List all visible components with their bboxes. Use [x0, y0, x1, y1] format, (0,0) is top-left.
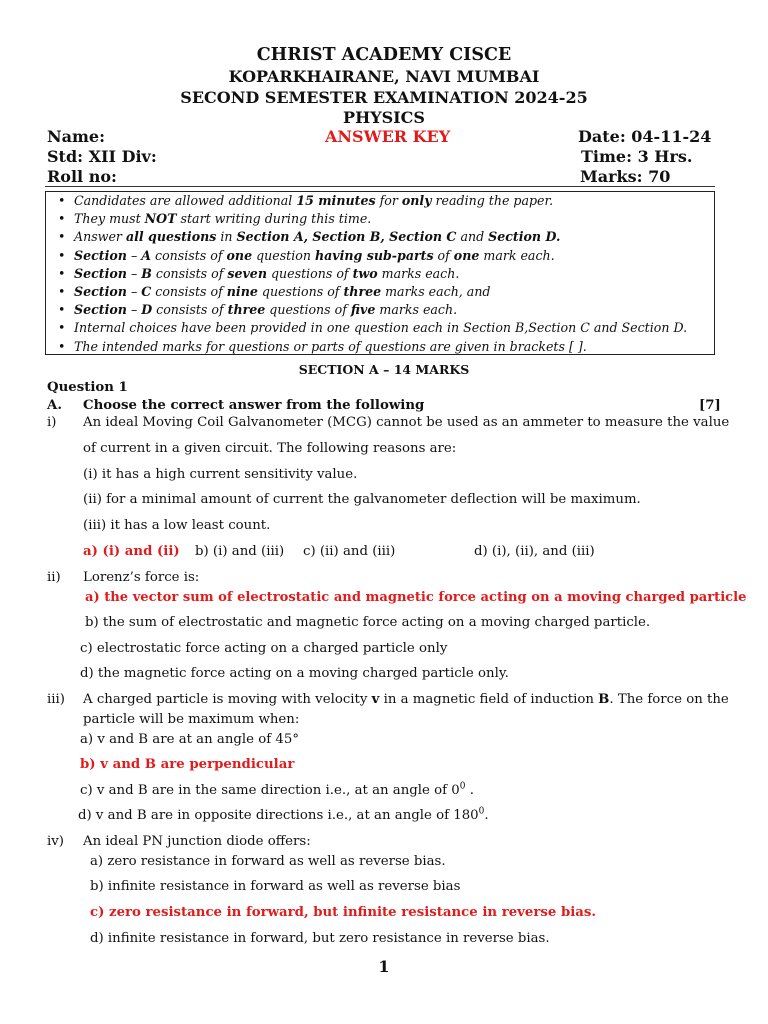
q-iii-option-d-end: . — [484, 808, 489, 823]
instructions-list — [58, 192, 687, 356]
instruction-text: only — [401, 193, 432, 208]
std-div-label: Std: XII Div: — [47, 147, 157, 166]
instruction-item — [58, 228, 687, 246]
instruction-text: questions of — [266, 265, 353, 281]
instruction-text: Internal choices have been provided in one question each in Section B,Section C and Section D. — [74, 320, 688, 336]
instruction-text: questions of — [265, 302, 351, 318]
section-a-title: SECTION A – 14 MARKS — [298, 362, 470, 377]
q-iii-option-d — [78, 807, 489, 824]
instructions-box — [45, 191, 715, 355]
instruction-text: Section — [74, 265, 127, 281]
q-iv-answer: c) zero resistance in forward, but infinite resistance in reverse bias. — [90, 905, 597, 920]
name-label: Name: — [47, 127, 106, 146]
q-i-reason-2: (ii) for a minimal amount of current the galvanometer deflection will be maximum. — [83, 492, 641, 507]
instruction-text: marks each, and — [381, 283, 491, 299]
q-iii-stem-part: . The force on the — [609, 692, 729, 707]
instruction-text: start writing during this time. — [176, 211, 372, 227]
instruction-text: Answer — [74, 229, 126, 245]
instruction-text: Section — [74, 283, 127, 299]
instruction-text: questions of — [257, 283, 344, 299]
instruction-text: for — [375, 193, 402, 208]
q-i-option-d: d) (i), (ii), and (iii) — [474, 544, 595, 559]
instruction-text: consists of — [151, 265, 228, 281]
instruction-text: A — [141, 247, 152, 263]
instruction-text: one — [453, 247, 480, 263]
instruction-text: in — [216, 229, 237, 245]
instruction-text: five — [350, 302, 376, 318]
q-iii-option-a: a) v and B are at an angle of 45° — [80, 732, 299, 747]
instruction-text: seven — [227, 265, 267, 281]
instruction-text: 15 minutes — [296, 193, 376, 208]
q-iv-stem: An ideal PN junction diode offers: — [83, 834, 311, 849]
instruction-text: Section D. — [488, 229, 561, 245]
q-iii-number: iii) — [47, 692, 65, 707]
q-ii-stem: Lorenz’s force is: — [83, 570, 200, 585]
subject-title: PHYSICS — [343, 108, 425, 127]
instruction-text: marks each. — [375, 302, 458, 318]
instruction-text: three — [343, 283, 382, 299]
q-iii-stem-part: A charged particle is moving with velocity — [83, 692, 372, 707]
question-1-label: Question 1 — [47, 380, 128, 395]
q-iv-option-b: b) infinite resistance in forward as well as reverse bias — [90, 879, 461, 894]
q-ii-option-b: b) the sum of electrostatic and magnetic force acting on a moving charged particle. — [85, 615, 651, 630]
instruction-text: one — [226, 247, 253, 263]
instruction-item — [58, 301, 687, 319]
q-iv-option-d: d) infinite resistance in forward, but zero resistance in reverse bias. — [90, 931, 550, 946]
q-iii-stem-line1 — [83, 691, 729, 708]
exam-time: Time: 3 Hrs. — [581, 147, 693, 166]
q-ii-number: ii) — [47, 570, 61, 585]
instruction-text: marks each. — [377, 265, 460, 281]
instruction-text: – — [126, 302, 142, 318]
part-a-label: A. — [47, 398, 62, 413]
q-i-answer: a) (i) and (ii) — [83, 544, 180, 559]
q-iii-field-symbol: B — [598, 692, 610, 707]
instruction-text: – — [126, 283, 142, 299]
instruction-text: and — [456, 229, 489, 245]
instruction-text: B — [141, 265, 152, 281]
q-i-option-b: b) (i) and (iii) — [195, 544, 285, 559]
degree-superscript: 0 — [459, 781, 466, 792]
instruction-text: Section — [74, 302, 127, 318]
instruction-text: consists of — [151, 283, 227, 299]
instruction-text: They must — [74, 211, 145, 227]
q-iii-option-c — [80, 782, 474, 799]
instruction-item — [58, 247, 687, 265]
instruction-text: of — [433, 247, 454, 263]
instruction-item — [58, 283, 687, 301]
instruction-text: – — [126, 247, 142, 263]
exam-date: Date: 04-11-24 — [578, 127, 712, 146]
q-ii-option-c: c) electrostatic force acting on a charged particle only — [80, 641, 448, 656]
instruction-text: reading the paper. — [431, 193, 554, 208]
header-rule — [45, 186, 715, 187]
total-marks: Marks: 70 — [580, 167, 671, 186]
q-iii-option-d-text: d) v and B are in opposite directions i.e., at an angle of 180 — [78, 808, 479, 823]
q-iii-velocity-symbol: v — [371, 692, 380, 707]
q-iv-number: iv) — [47, 834, 64, 849]
school-location: KOPARKHAIRANE, NAVI MUMBAI — [228, 67, 540, 86]
instruction-item — [58, 192, 687, 210]
instruction-text: mark each. — [479, 247, 555, 263]
q-iv-option-a: a) zero resistance in forward as well as reverse bias. — [90, 854, 446, 869]
q-i-stem-line1: An ideal Moving Coil Galvanometer (MCG) cannot be used as an ammeter to measure the value — [83, 415, 730, 430]
instruction-item — [58, 265, 687, 283]
instruction-text: Candidates are allowed additional — [74, 193, 297, 208]
q-ii-option-d: d) the magnetic force acting on a moving charged particle only. — [80, 666, 509, 681]
instruction-text: question — [252, 247, 315, 263]
q-i-stem-line2: of current in a given circuit. The following reasons are: — [83, 441, 457, 456]
instruction-text: – — [126, 265, 142, 281]
answer-key-label: ANSWER KEY — [325, 127, 451, 146]
q-iii-stem-line2: particle will be maximum when: — [83, 712, 300, 727]
instruction-text: having sub-parts — [314, 247, 434, 263]
q-iii-stem-part: in a magnetic field of induction — [379, 692, 599, 707]
instruction-text: nine — [226, 283, 258, 299]
instruction-text: D — [141, 302, 153, 318]
instruction-item — [58, 210, 687, 228]
instruction-text: consists of — [151, 247, 227, 263]
q-ii-answer: a) the vector sum of electrostatic and magnetic force acting on a moving charged particle — [85, 590, 747, 605]
q-i-reason-1: (i) it has a high current sensitivity value. — [83, 467, 358, 482]
page-number: 1 — [378, 957, 390, 976]
q-iii-answer: b) v and B are perpendicular — [80, 757, 295, 772]
instruction-text: three — [227, 302, 266, 318]
q-iii-option-c-text: c) v and B are in the same direction i.e., at an angle of 0 — [80, 783, 460, 798]
part-a-marks: [7] — [699, 398, 721, 413]
roll-no-label: Roll no: — [47, 167, 117, 186]
q-i-option-c: c) (ii) and (iii) — [303, 544, 396, 559]
school-name: CHRIST ACADEMY CISCE — [256, 45, 512, 65]
instruction-text: The intended marks for questions or parts of questions are given in brackets [ ]. — [74, 338, 587, 354]
instruction-text: C — [141, 283, 152, 299]
instruction-text: two — [352, 265, 378, 281]
instruction-text: Section — [74, 247, 127, 263]
q-iii-option-c-end: . — [465, 783, 474, 798]
instruction-item — [58, 319, 687, 337]
degree-superscript: 0 — [478, 806, 485, 817]
instruction-text: NOT — [144, 211, 177, 227]
instruction-text: consists of — [152, 302, 228, 318]
q-i-reason-3: (iii) it has a low least count. — [83, 518, 271, 533]
exam-title: SECOND SEMESTER EXAMINATION 2024-25 — [180, 88, 588, 107]
instruction-text: all questions — [125, 229, 217, 245]
instruction-item — [58, 338, 687, 356]
part-a-instruction: Choose the correct answer from the following — [83, 398, 425, 413]
instruction-text: Section A, Section B, Section C — [236, 229, 457, 245]
q-i-number: i) — [47, 415, 57, 430]
